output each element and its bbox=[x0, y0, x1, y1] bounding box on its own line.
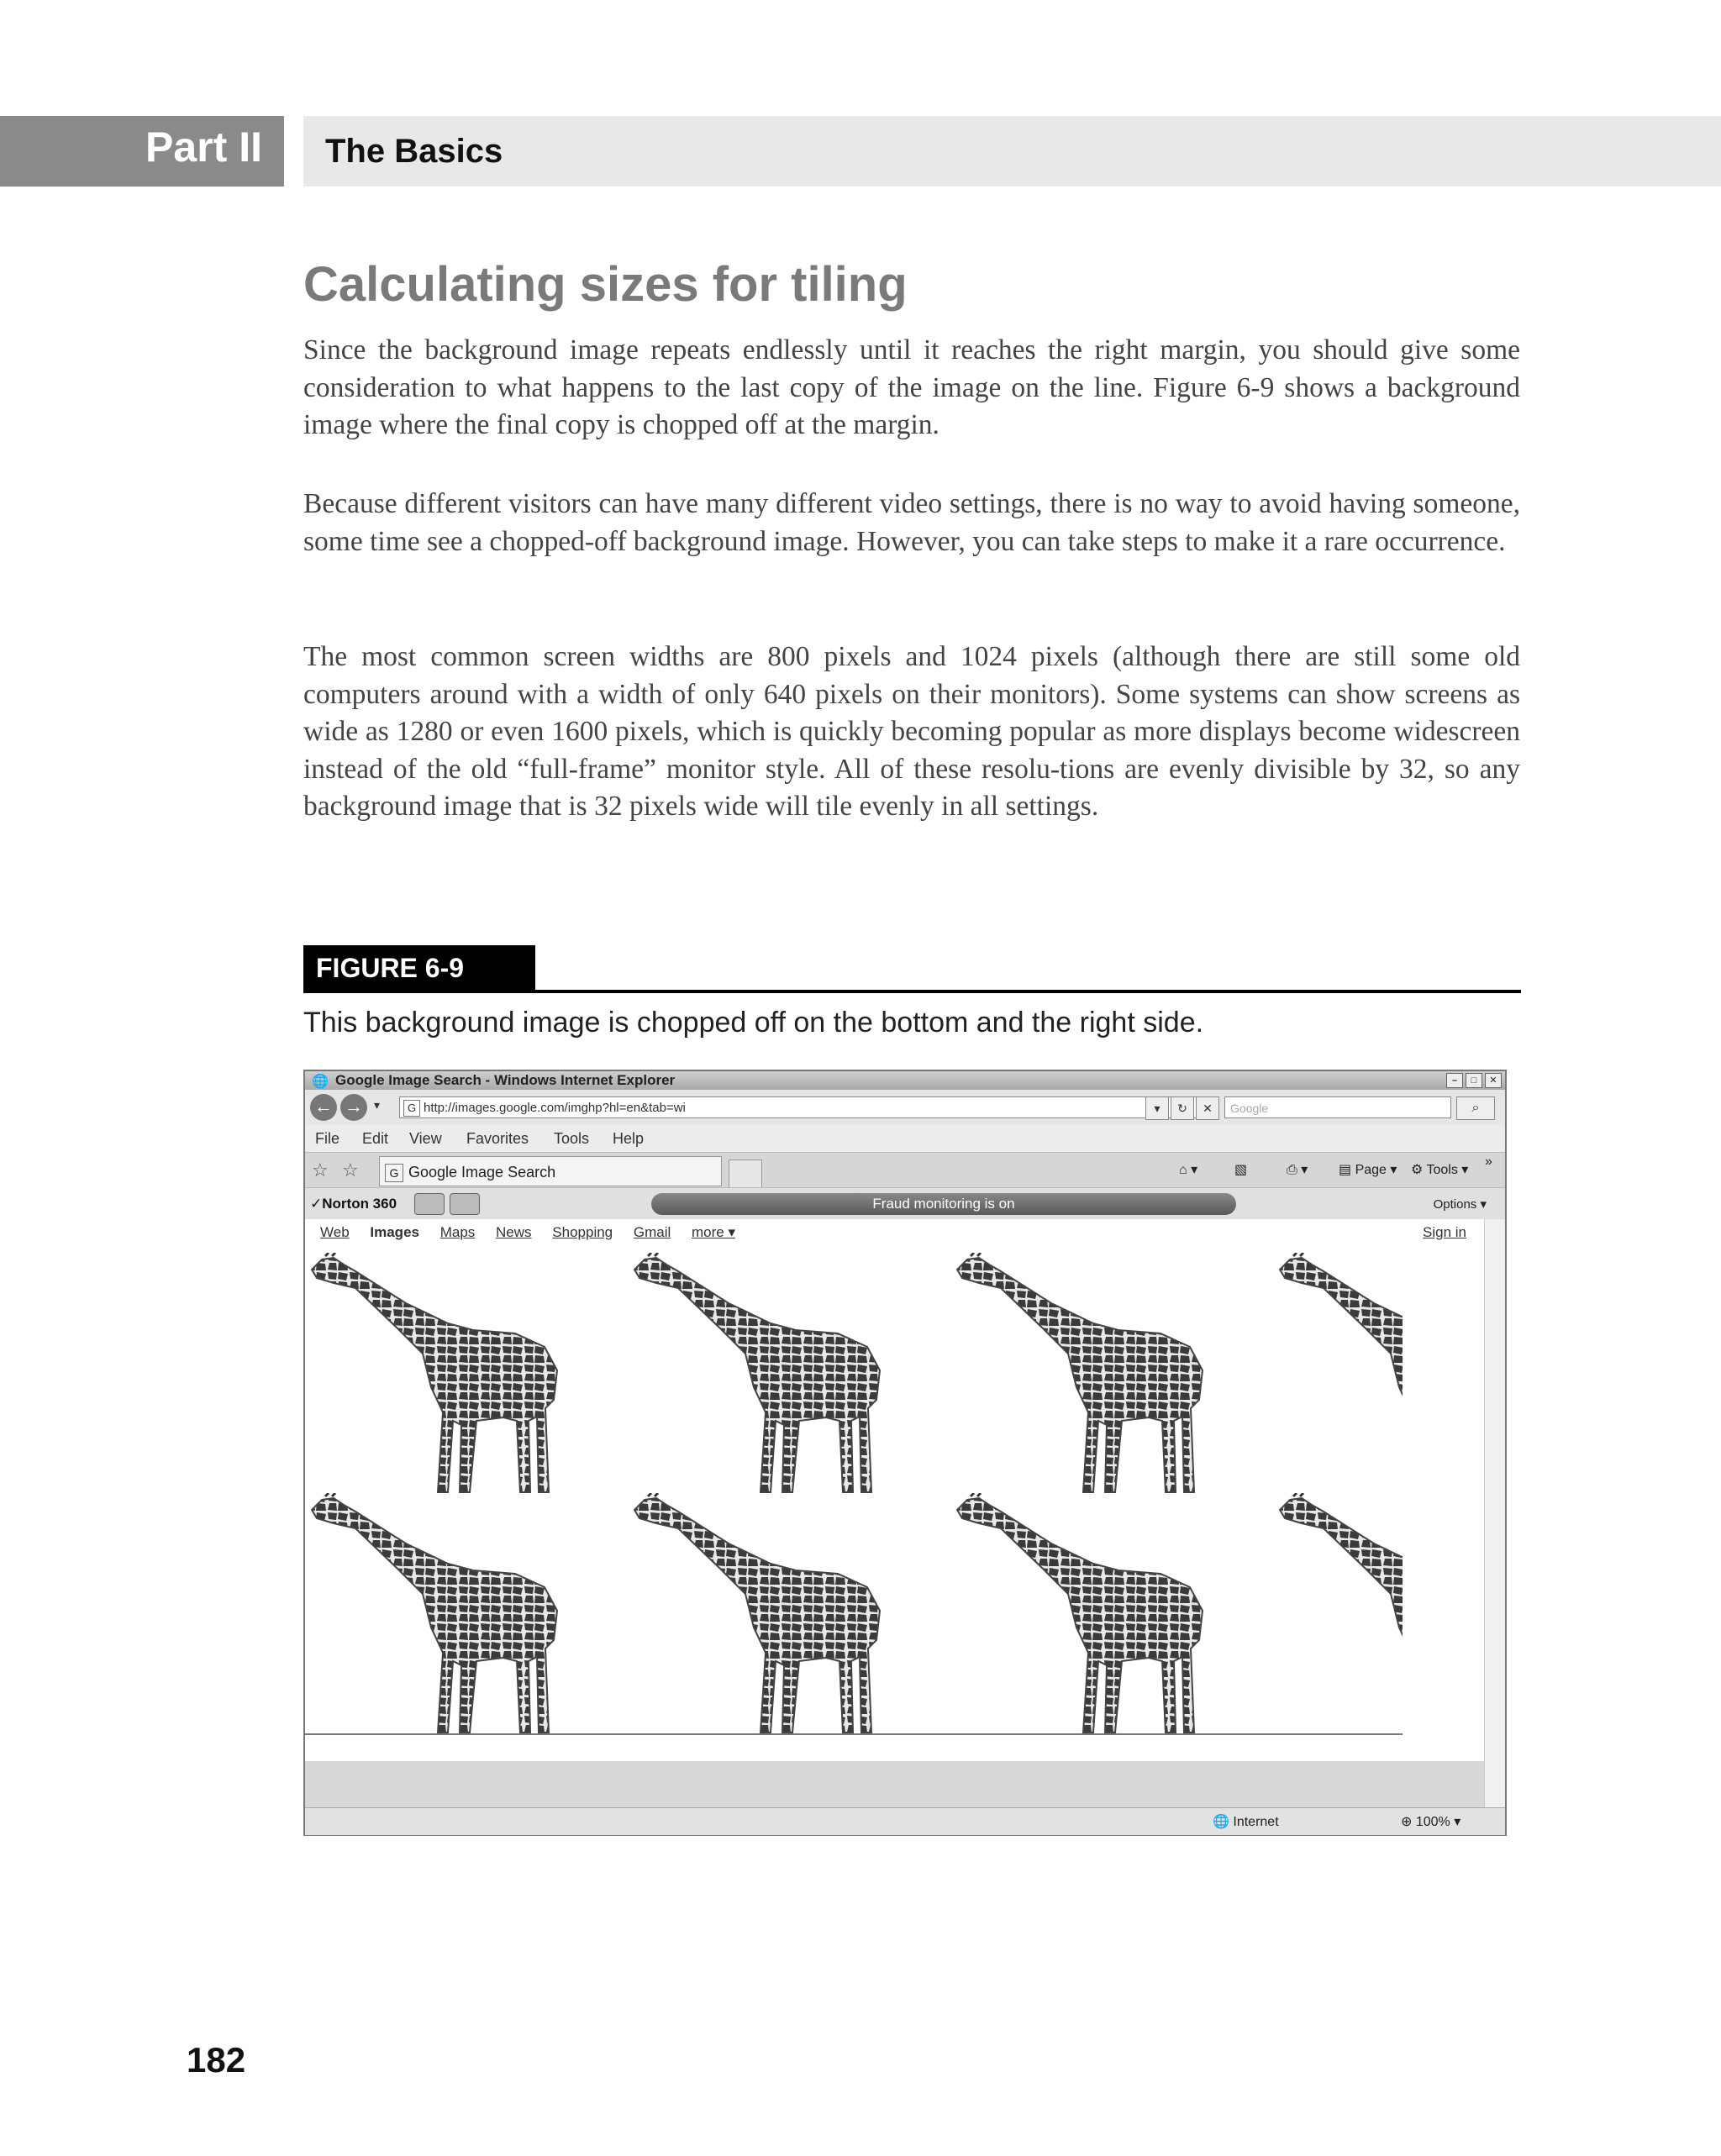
refresh-icon[interactable]: ↻ bbox=[1171, 1096, 1194, 1120]
address-text: http://images.google.com/imghp?hl=en&tab=wi bbox=[424, 1101, 686, 1115]
globe-icon[interactable] bbox=[450, 1193, 480, 1215]
vertical-scrollbar[interactable] bbox=[1484, 1219, 1505, 1807]
browser-window-title: Google Image Search - Windows Internet Explorer bbox=[335, 1072, 676, 1088]
tools-menu[interactable]: ⚙ Tools ▾ bbox=[1411, 1163, 1469, 1177]
nav-link-news[interactable]: News bbox=[496, 1224, 532, 1240]
google-nav-links bbox=[320, 1224, 752, 1241]
chevron-down-icon[interactable]: ▾ bbox=[374, 1098, 381, 1112]
menu-view[interactable]: View bbox=[409, 1130, 442, 1147]
giraffe-tile-image bbox=[1273, 1253, 1403, 1493]
menu-help[interactable]: Help bbox=[613, 1130, 645, 1147]
tab-title: Google Image Search bbox=[408, 1164, 556, 1181]
nav-link-shopping[interactable]: Shopping bbox=[552, 1224, 613, 1240]
menu-favorites[interactable]: Favorites bbox=[466, 1130, 529, 1147]
maximize-icon[interactable]: □ bbox=[1466, 1073, 1482, 1088]
tab-google-image-search[interactable] bbox=[379, 1156, 722, 1186]
giraffe-tile-image bbox=[305, 1493, 624, 1733]
chapter-title-bar bbox=[303, 116, 1721, 187]
giraffe-tile-image bbox=[950, 1253, 1270, 1493]
browser-title-bar bbox=[305, 1071, 1505, 1090]
feeds-icon[interactable]: ▧ bbox=[1234, 1163, 1248, 1177]
zoom-level[interactable]: ⊕ 100% ▾ bbox=[1401, 1815, 1461, 1829]
print-icon[interactable]: ⎙ ▾ bbox=[1287, 1163, 1308, 1177]
search-input[interactable]: Google bbox=[1224, 1096, 1451, 1118]
figure-label-bar bbox=[303, 945, 535, 992]
body-paragraph: Since the background image repeats endlessly until it reaches the right margin, you should give some consideration to what happens to the last copy of the image on the line. Figure 6-9 shows a background image where the final copy is chopped off at the margin. bbox=[303, 334, 1520, 440]
figure-caption: This background image is chopped off on the bottom and the right side. bbox=[303, 1007, 1204, 1039]
nav-link-more[interactable]: more ▾ bbox=[692, 1224, 735, 1240]
minimize-icon[interactable]: – bbox=[1446, 1073, 1463, 1088]
close-icon[interactable]: ✕ bbox=[1485, 1073, 1502, 1088]
page-number: 182 bbox=[187, 2040, 246, 2080]
giraffe-tile-image bbox=[1273, 1493, 1403, 1733]
ie-icon: 🌐 bbox=[312, 1075, 329, 1089]
favorites-star-icon[interactable]: ☆ bbox=[312, 1160, 329, 1181]
nav-link-gmail[interactable]: Gmail bbox=[633, 1224, 671, 1240]
search-icon[interactable]: ⌕ bbox=[1456, 1096, 1495, 1120]
status-bar bbox=[305, 1807, 1505, 1835]
part-label: Part II bbox=[145, 124, 262, 171]
giraffe-tile-image bbox=[628, 1493, 947, 1733]
address-dropdown-icon[interactable]: ▾ bbox=[1145, 1096, 1169, 1120]
background-edge-line bbox=[305, 1733, 1403, 1735]
window-controls bbox=[1446, 1073, 1502, 1088]
giraffe-tile-image bbox=[628, 1253, 947, 1493]
browser-screenshot bbox=[303, 1070, 1507, 1836]
add-favorite-icon[interactable]: ☆ bbox=[342, 1160, 359, 1181]
back-icon[interactable]: ← bbox=[310, 1094, 337, 1121]
giraffe-tile-image bbox=[305, 1253, 624, 1493]
chevron-right-icon[interactable]: » bbox=[1485, 1154, 1492, 1169]
page-menu[interactable]: ▤ Page ▾ bbox=[1339, 1163, 1397, 1177]
google-favicon-icon: G bbox=[403, 1100, 420, 1117]
menu-file[interactable]: File bbox=[315, 1130, 340, 1147]
section-title: Calculating sizes for tiling bbox=[303, 257, 908, 312]
figure-rule bbox=[303, 990, 1521, 993]
nav-link-images[interactable]: Images bbox=[370, 1224, 419, 1240]
body-paragraph: Because different visitors can have many different video settings, there is no way to avoid having someone, some time see a chopped-off background image. However, you can take steps to make it a rare occurrence. bbox=[303, 488, 1520, 557]
page-content bbox=[305, 1219, 1487, 1761]
fraud-monitoring-status[interactable]: Fraud monitoring is on bbox=[651, 1193, 1236, 1215]
chapter-title: The Basics bbox=[325, 133, 503, 170]
menu-bar bbox=[305, 1125, 1505, 1152]
giraffe-tile-image bbox=[950, 1493, 1270, 1733]
tiled-background bbox=[305, 1253, 1403, 1733]
stop-icon[interactable]: ✕ bbox=[1196, 1096, 1219, 1120]
forward-icon[interactable]: → bbox=[340, 1094, 367, 1121]
nav-link-maps[interactable]: Maps bbox=[439, 1224, 476, 1240]
options-menu[interactable]: Options ▾ bbox=[1433, 1197, 1487, 1212]
body-paragraph: The most common screen widths are 800 pixels and 1024 pixels (although there are still some old computers around with a width of only 640 pixels on their monitors). Some systems can show screens as wide as 1280 or even 1600 pixels, which is quickly becoming popular as more displays become widescreen instead of the old “full-frame” monitor style. All of these resolu-tions are evenly divisible by 32, so any background image that is 32 pixels wide will tile evenly in all settings. bbox=[303, 641, 1520, 822]
norton-identity-icon[interactable] bbox=[414, 1193, 445, 1215]
internet-zone: 🌐 Internet bbox=[1213, 1815, 1279, 1829]
google-favicon-icon: G bbox=[385, 1164, 403, 1182]
tools-menu-label: Tools ▾ bbox=[1426, 1163, 1469, 1177]
norton-label: ✓Norton 360 bbox=[310, 1196, 397, 1212]
menu-tools[interactable]: Tools bbox=[554, 1130, 590, 1147]
nav-link-web[interactable]: Web bbox=[320, 1224, 350, 1240]
address-bar-row bbox=[305, 1090, 1505, 1125]
norton-toolbar bbox=[305, 1187, 1505, 1220]
part-label-bar bbox=[0, 116, 284, 187]
address-field[interactable] bbox=[399, 1096, 1206, 1118]
tab-bar bbox=[305, 1152, 1505, 1188]
menu-edit[interactable]: Edit bbox=[362, 1130, 389, 1147]
page-menu-label: Page ▾ bbox=[1355, 1163, 1397, 1177]
new-tab-button[interactable] bbox=[729, 1160, 762, 1188]
sign-in-link[interactable]: Sign in bbox=[1423, 1224, 1466, 1240]
figure-label: FIGURE 6-9 bbox=[316, 953, 465, 983]
home-icon[interactable]: ⌂ ▾ bbox=[1179, 1163, 1198, 1177]
